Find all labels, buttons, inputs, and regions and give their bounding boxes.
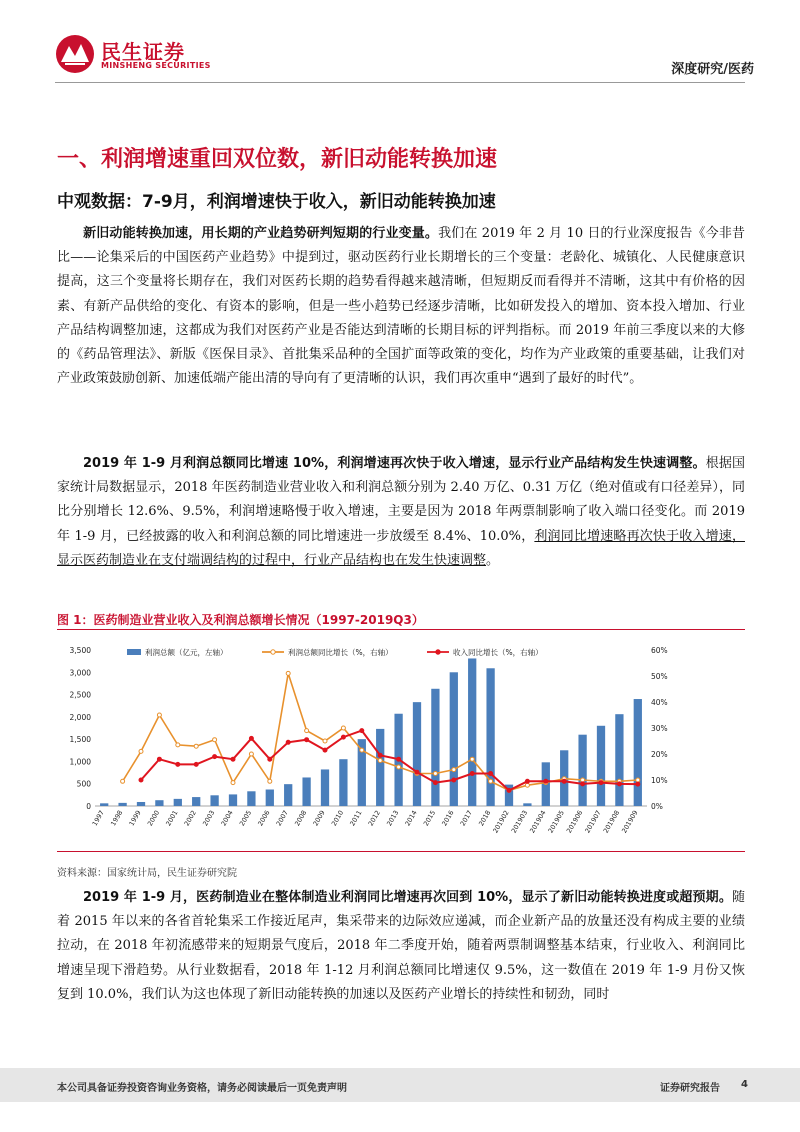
x-tick-label: 2005 (237, 809, 254, 828)
point-profit-growth (231, 781, 235, 785)
x-tick-label: 2002 (182, 809, 198, 828)
point-revenue-growth (378, 753, 382, 757)
x-tick-label: 2004 (219, 809, 235, 828)
chart (57, 638, 745, 843)
page-header (0, 0, 800, 84)
report-category: 深度研究/医药 (671, 62, 754, 77)
bar-profit-total (634, 699, 642, 806)
point-profit-growth (397, 765, 401, 769)
point-profit-growth (378, 759, 382, 763)
x-tick-label: 201903 (509, 809, 530, 835)
paragraph-1 (57, 222, 745, 391)
x-tick-label: 201908 (601, 809, 622, 835)
bar-profit-total (339, 759, 347, 806)
point-profit-growth (268, 779, 272, 783)
x-tick-label: 2008 (293, 809, 309, 828)
bar-profit-total (229, 794, 237, 806)
point-revenue-growth (507, 788, 511, 792)
point-profit-growth (489, 779, 493, 783)
point-revenue-growth (305, 738, 309, 742)
point-revenue-growth (176, 762, 180, 766)
y-right-tick-label: 20% (651, 750, 668, 759)
footer-report-type: 证券研究报告 (660, 1083, 720, 1094)
page-footer (0, 1068, 800, 1102)
point-profit-growth (636, 778, 640, 782)
y-left-tick-label: 3,000 (69, 668, 91, 678)
point-revenue-growth (286, 740, 290, 744)
x-tick-label: 2014 (403, 809, 419, 828)
section-title: 一、利润增速重回双位数，新旧动能转换加速 (57, 147, 498, 172)
y-right-tick-label: 50% (651, 672, 668, 681)
point-profit-growth (452, 768, 456, 772)
bar-profit-total (376, 729, 384, 806)
x-tick-label: 2011 (348, 809, 364, 828)
x-tick-label: 201905 (546, 809, 566, 835)
x-tick-label: 2010 (329, 809, 346, 828)
bar-profit-total (266, 790, 274, 806)
point-revenue-growth (268, 757, 272, 761)
bar-profit-total (615, 714, 623, 806)
bar-profit-total (321, 769, 329, 806)
paragraph-1-lead: 新旧动能转换加速，用长期的产业趋势研判短期的行业变量。 (83, 226, 439, 241)
x-tick-label: 201902 (491, 809, 511, 835)
footer-disclaimer: 本公司具备证券投资咨询业务资格，请务必阅读最后一页免责声明 (57, 1083, 347, 1094)
x-tick-label: 1998 (109, 809, 125, 828)
y-right-tick-label: 0% (651, 802, 663, 811)
y-left-tick-label: 500 (76, 779, 91, 789)
legend-swatch-bar (127, 649, 141, 655)
x-tick-label: 2013 (385, 809, 401, 828)
x-tick-label: 2015 (421, 809, 438, 828)
point-profit-growth (157, 713, 161, 717)
point-revenue-growth (360, 729, 364, 733)
point-revenue-growth (415, 770, 419, 774)
point-revenue-growth (157, 757, 161, 761)
point-revenue-growth (139, 778, 143, 782)
legend-swatch-marker (271, 650, 275, 654)
point-profit-growth (194, 744, 198, 748)
bar-profit-total (192, 797, 200, 806)
y-right-tick-label: 30% (651, 724, 668, 733)
paragraph-3-body: 随着 2015 年以来的各省首轮集采工作接近尾声，集采带来的边际效应递减，而企业新产品的放量还没有构成主要的业绩拉动，在 2018 年初流感带来的短期景气度后，2018 年二季度开始，随着两票制调整基本结束，行业收入、利润同比增速呈现下滑趋势。从行业数据看，2018 年 1-12 月利润总额同比增速仅 9.5%，这一数值在 2019 年 1-9 月份又恢复到 10.0%，我们认为这也体现了新旧动能转换的加速以及医药产业增长的持续性和韧劲，同时 (57, 890, 745, 1002)
point-revenue-growth (525, 779, 529, 783)
logo-name: 民生证券 (101, 40, 185, 64)
bar-profit-total (284, 784, 292, 806)
bar-profit-total (468, 658, 476, 806)
header-divider (55, 82, 745, 83)
figure-title: 图 1：医药制造业营业收入及利润总额增长情况（1997-2019Q3） (57, 613, 424, 627)
bar-profit-total (174, 799, 182, 806)
point-revenue-growth (231, 757, 235, 761)
x-tick-label: 2001 (164, 809, 180, 828)
logo-mark-icon (55, 34, 95, 74)
point-profit-growth (470, 757, 474, 761)
x-tick-label: 2003 (201, 809, 217, 828)
x-tick-label: 2016 (440, 809, 456, 828)
point-revenue-growth (452, 778, 456, 782)
point-profit-growth (249, 752, 253, 756)
x-tick-label: 2012 (366, 809, 382, 828)
paragraph-3-lead: 2019 年 1-9 月，医药制造业在整体制造业利润同比增速再次回到 10%，显示了新旧动能转换进度或超预期。 (83, 890, 732, 905)
point-profit-growth (286, 671, 290, 675)
legend-swatch-marker (436, 650, 440, 654)
point-revenue-growth (433, 781, 437, 785)
figure-top-rule (57, 629, 745, 630)
legend-label: 收入同比增长（%，右轴） (453, 648, 543, 657)
bar-profit-total (413, 702, 421, 806)
y-left-tick-label: 2,500 (69, 690, 91, 700)
y-right-tick-label: 40% (651, 698, 668, 707)
paragraph-2-body: 根据国家统计局数据显示，2018 年医药制造业营业收入和利润总额分别为 2.40 万亿、0.31 万亿（绝对值或有口径差异），同比分别增长 12.6%、9.5%，利润增速略慢于收入增速，主要是因为 2018 年两票制影响了收入端口径变化。而 2019 年 1-9 月，已经披露的收入和利润总额的同比增速进一步放缓至 8.4%、10.0%， (57, 456, 745, 544)
point-profit-growth (139, 749, 143, 753)
figure-bottom-rule (57, 851, 745, 852)
y-left-tick-label: 0 (86, 802, 91, 811)
logo (55, 34, 215, 76)
x-tick-label: 2009 (311, 809, 327, 828)
point-revenue-growth (489, 772, 493, 776)
point-profit-growth (305, 729, 309, 733)
point-revenue-growth (544, 779, 548, 783)
bar-profit-total (210, 795, 218, 806)
y-right-tick-label: 10% (651, 776, 668, 785)
y-left-tick-label: 2,000 (69, 712, 91, 722)
paragraph-2-underlined: 利润同比增速略再次快于收入增速，显示医药制造业在支付端调结构的过程中，行业产品结构也在发生快速调整 (57, 528, 745, 568)
y-right-tick-label: 60% (651, 646, 668, 655)
point-revenue-growth (341, 735, 345, 739)
bar-profit-total (155, 800, 163, 806)
point-revenue-growth (599, 781, 603, 785)
bar-profit-total (578, 735, 586, 806)
point-revenue-growth (636, 782, 640, 786)
point-revenue-growth (617, 782, 621, 786)
point-profit-growth (323, 739, 327, 743)
paragraph-2-lead: 2019 年 1-9 月利润总额同比增速 10%，利润增速再次快于收入增速，显示行业产品结构发生快速调整。 (83, 456, 706, 471)
bar-profit-total (597, 726, 605, 806)
point-revenue-growth (470, 772, 474, 776)
point-revenue-growth (397, 757, 401, 761)
point-profit-growth (433, 772, 437, 776)
x-tick-label: 201904 (528, 809, 548, 835)
bar-profit-total (137, 802, 145, 806)
point-profit-growth (341, 726, 345, 730)
legend-label: 利润总额同比增长（%，右轴） (288, 648, 393, 657)
x-tick-label: 201909 (620, 809, 640, 835)
paragraph-3 (57, 886, 745, 1007)
bar-profit-total (450, 672, 458, 806)
bar-profit-total (247, 791, 255, 806)
point-profit-growth (213, 738, 217, 742)
x-tick-label: 1999 (127, 809, 143, 828)
y-left-tick-label: 3,500 (69, 646, 91, 655)
point-profit-growth (176, 743, 180, 747)
point-revenue-growth (562, 779, 566, 783)
paragraph-2-end: 。 (486, 552, 500, 568)
x-tick-label: 2017 (458, 809, 474, 828)
point-profit-growth (121, 779, 125, 783)
x-tick-label: 2007 (274, 809, 290, 828)
point-revenue-growth (323, 748, 327, 752)
bar-profit-total (431, 689, 439, 806)
legend-label: 利润总额（亿元，左轴） (145, 648, 228, 657)
x-tick-label: 1997 (90, 809, 106, 828)
paragraph-1-body: 我们在 2019 年 2 月 10 日的行业深度报告《今非昔比——论集采后的中国医药产业趋势》中提到过，驱动医药行业长期增长的三个变量：老龄化、城镇化、人民健康意识提高，这三个变量将长期存在，我们对医药长期的趋势看得越来越清晰，但短期反而看得并不清晰，这其中有价格的因素、有新产品供给的变化、有资本的影响，但是一些小趋势已经逐步清晰，比如研发投入的增加、资本投入增加、行业产品结构调整加速，这都成为我们对医药产业是否能达到清晰的长期目标的评判指标。而 2019 年前三季度以来的大修的《药品管理法》、新版《医保目录》、首批集采品种的全国扩面等政策的变化，均作为产业政策的重要基础，让我们对产业政策鼓励创新、加速低端产能出清的导向有了更清晰的认识，我们再次重申“遇到了最好的时代”。 (57, 226, 745, 387)
paragraph-2 (57, 452, 745, 573)
x-tick-label: 201907 (583, 809, 603, 835)
x-tick-label: 2006 (256, 809, 272, 828)
x-tick-label: 201906 (564, 809, 585, 835)
point-revenue-growth (213, 755, 217, 759)
point-revenue-growth (249, 736, 253, 740)
point-revenue-growth (194, 762, 198, 766)
point-revenue-growth (581, 782, 585, 786)
subsection-title: 中观数据：7-9月，利润增速快于收入，新旧动能转换加速 (57, 192, 496, 212)
figure-source: 资料来源：国家统计局，民生证券研究院 (57, 868, 237, 879)
point-profit-growth (360, 748, 364, 752)
bar-profit-total (118, 803, 126, 806)
bar-profit-total (302, 777, 310, 806)
bar-profit-total (523, 803, 531, 806)
bar-profit-total (486, 668, 494, 806)
x-tick-label: 2018 (477, 809, 493, 828)
bar-profit-total (100, 803, 108, 806)
page-number: 4 (741, 1079, 748, 1090)
x-tick-label: 2000 (145, 809, 162, 828)
y-left-tick-label: 1,000 (69, 757, 91, 767)
y-left-tick-label: 1,500 (69, 735, 91, 745)
logo-english-name: MINSHENG SECURITIES (101, 61, 211, 70)
